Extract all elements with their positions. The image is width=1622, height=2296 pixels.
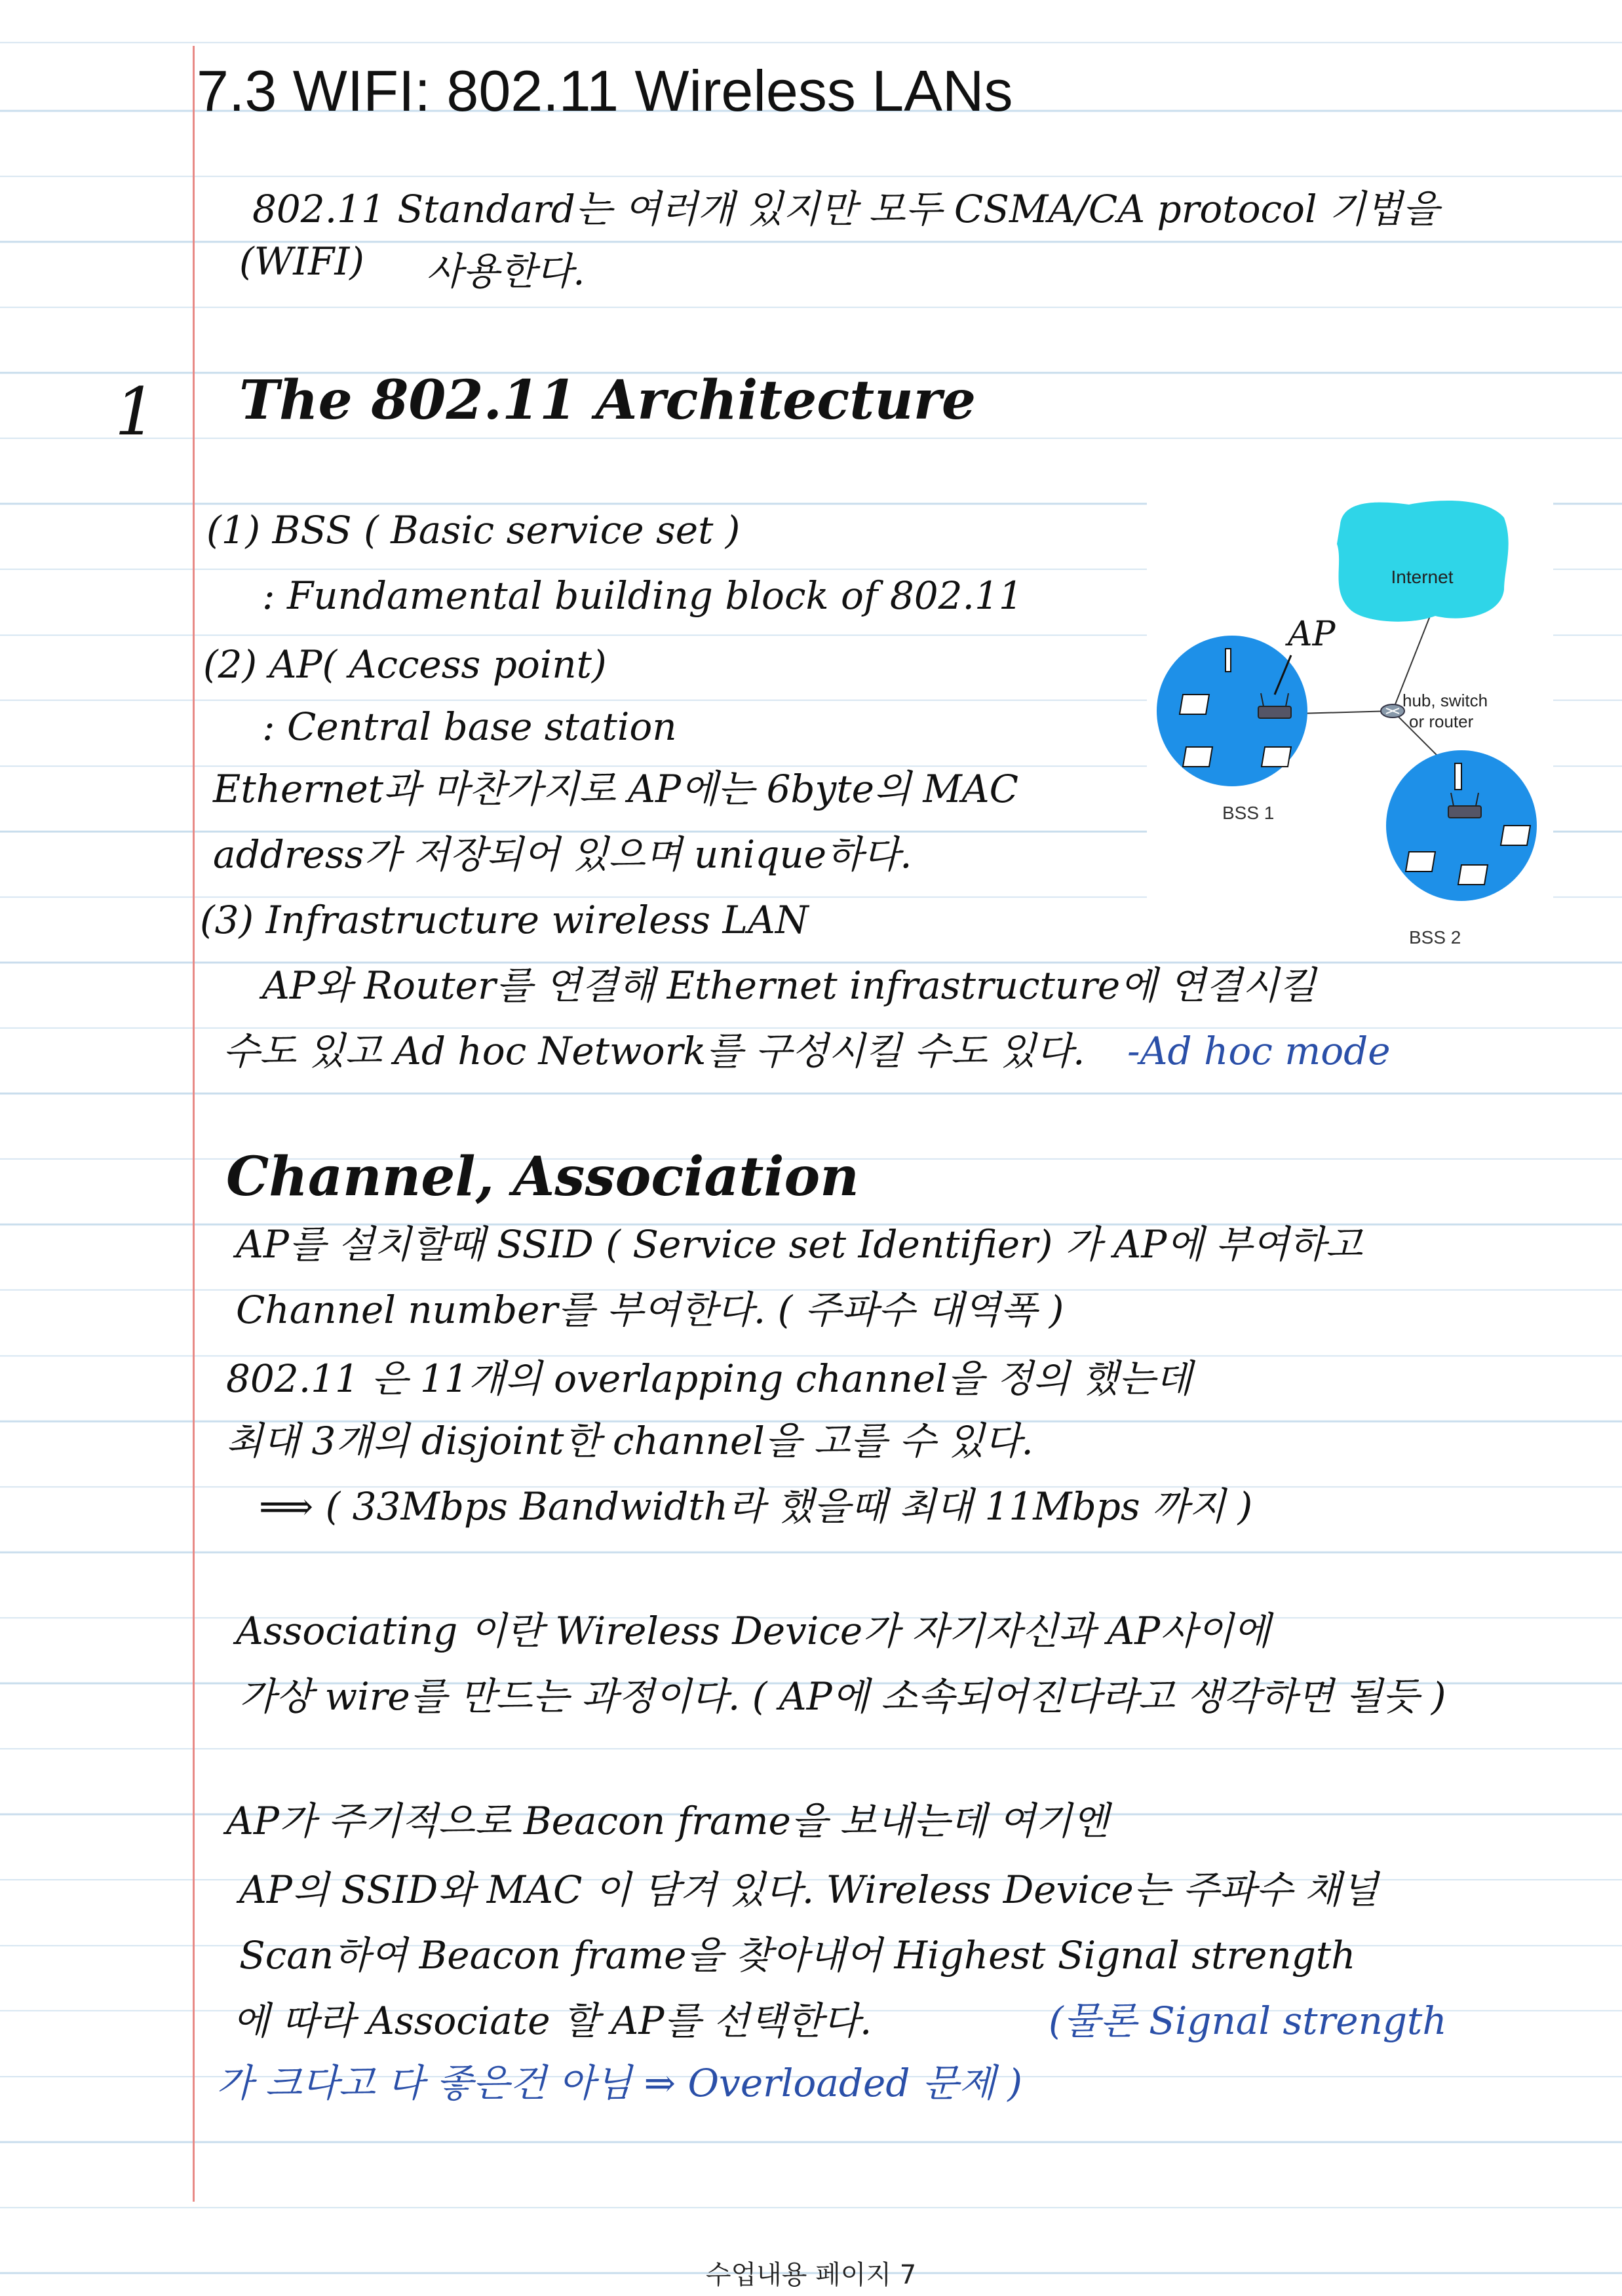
note-line-ap: (2) AP( Access point) [203,642,607,687]
section-number: 1 [115,373,157,450]
note-line-ap-def: : Central base station [262,704,677,749]
signal-note-2: 가 크다고 다 좋은건 아님 ⇒ Overloaded 문제 ) [216,2061,1023,2105]
internet-cloud [1337,501,1509,622]
bss2-label: BSS 2 [1409,927,1461,947]
adhoc-mode-note: -Ad hoc mode [1127,1029,1391,1073]
channel-line-4: 최대 3개의 disjoint한 channel을 고를 수 있다. [226,1419,1033,1463]
note-line-infra: (3) Infrastructure wireless LAN [200,898,809,942]
channel-line-3: 802.11 은 11개의 overlapping channel을 정의 했는데 [226,1356,1192,1401]
intro-wifi-label: (WIFI) [239,239,364,284]
ap-label: AP [1288,615,1336,654]
section-heading-channel: Channel, Association [226,1145,859,1208]
hub-label-2: or router [1409,712,1474,731]
internet-label: Internet [1391,567,1454,587]
note-line-bss: (1) BSS ( Basic service set ) [206,508,741,552]
note-line-router: AP와 Router를 연결해 Ethernet infrastructure에 연결시킬 [262,963,1316,1008]
association-line-2: 가상 wire를 만드는 과정이다. ( AP에 소속되어진다라고 생각하면 될듯 ) [239,1674,1446,1719]
signal-note-1: (물론 Signal strength [1049,1999,1447,2043]
page-title: 7.3 WIFI: 802.11 Wireless LANs [197,58,1013,123]
hub-label-1: hub, switch [1402,691,1488,710]
margin-line [193,46,195,2202]
section-heading-architecture: The 802.11 Architecture [239,369,976,432]
beacon-line-1: AP가 주기적으로 Beacon frame을 보내는데 여기엔 [226,1799,1109,1843]
beacon-line-3: Scan하여 Beacon frame을 찾아내어 Highest Signal strength [239,1933,1356,1978]
page-footer: 수업내용 페이지 7 [705,2260,917,2290]
bss1-label: BSS 1 [1222,803,1275,823]
intro-line-1: 802.11 Standard는 여러개 있지만 모두 CSMA/CA protocol 기법을 [252,187,1440,231]
note-line-mac: Ethernet과 마찬가지로 AP에는 6byte의 MAC [213,767,1019,811]
note-line-bss-def: : Fundamental building block of 802.11 [262,573,1023,618]
note-line-adhoc: 수도 있고 Ad hoc Network를 구성시킬 수도 있다. [223,1029,1085,1073]
hub-icon [1381,704,1404,718]
intro-line-2: 사용한다. [426,249,585,294]
beacon-line-4: 에 따라 Associate 할 AP를 선택한다. [233,1999,872,2043]
note-line-address: address가 저장되어 있으며 unique하다. [213,832,912,877]
channel-line-2: Channel number를 부여한다. ( 주파수 대역폭 ) [236,1288,1064,1332]
beacon-line-2: AP의 SSID와 MAC 이 담겨 있다. Wireless Device는 주파수 채널 [239,1867,1378,1912]
bss-network-diagram [1147,498,1553,957]
association-line-1: Associating 이란 Wireless Device가 자기자신과 AP사이에 [236,1609,1271,1653]
channel-line-5: ⟹ ( 33Mbps Bandwidth라 했을때 최대 11Mbps 까지 ) [259,1484,1253,1529]
channel-line-1: AP를 설치할때 SSID ( Service set Identifier) 가 AP에 부여하고 [236,1222,1362,1267]
